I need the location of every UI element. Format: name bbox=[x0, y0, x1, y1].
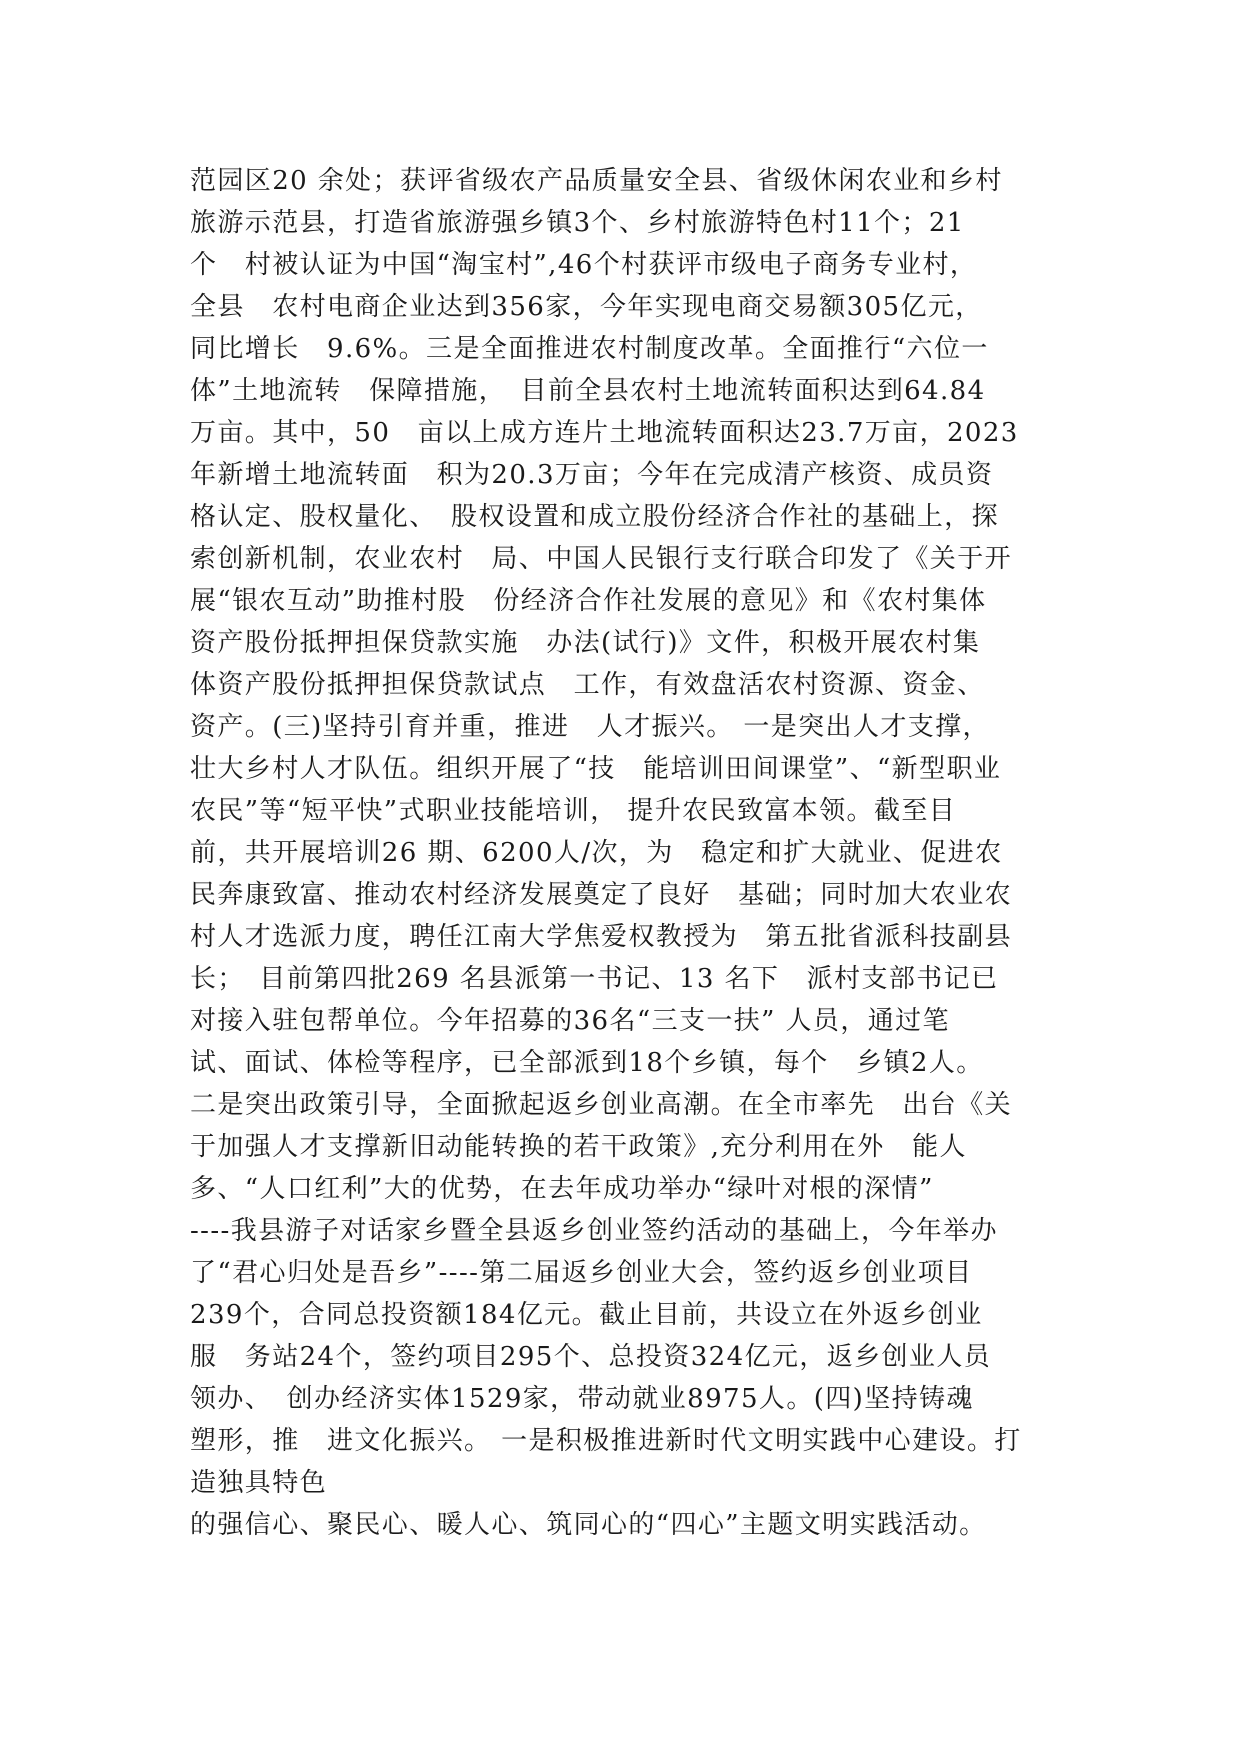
text-line: 村人才选派力度，聘任江南大学焦爱权教授为 第五批省派科技副县 bbox=[190, 922, 1013, 952]
text-line: 范园区20 余处；获评省级农产品质量安全县、省级休闲农业和乡村 bbox=[190, 166, 1003, 196]
text-line: 个 村被认证为中国“淘宝村”,46个村获评市级电子商务专业村， bbox=[190, 250, 978, 280]
text-line: 服 务站24个，签约项目295个、总投资324亿元，返乡创业人员 bbox=[190, 1342, 992, 1372]
text-line: 造独具特色 bbox=[190, 1468, 328, 1498]
text-line: 对接入驻包帮单位。今年招募的36名“三支一扶” 人员，通过笔 bbox=[190, 1006, 950, 1036]
text-line: 试、面试、体检等程序，已全部派到18个乡镇，每个 乡镇2人。 bbox=[190, 1048, 984, 1078]
text-line: 农民”等“短平快”式职业技能培训， 提升农民致富本领。截至目 bbox=[190, 796, 957, 826]
text-line: 格认定、股权量化、 股权设置和成立股份经济合作社的基础上，探 bbox=[190, 502, 1000, 532]
text-line: 二是突出政策引导，全面掀起返乡创业高潮。在全市率先 出台《关 bbox=[190, 1090, 1013, 1120]
text-line: ----我县游子对话家乡暨全县返乡创业签约活动的基础上，今年举办 bbox=[190, 1216, 998, 1246]
text-line: 资产。(三)坚持引育并重，推进 人才振兴。 一是突出人才支撑， bbox=[190, 712, 990, 742]
text-line: 万亩。其中，50 亩以上成方连片土地流转面积达23.7万亩，2023 bbox=[190, 418, 1019, 448]
text-line: 前，共开展培训26 期、6200人/次，为 稳定和扩大就业、促进农 bbox=[190, 838, 1003, 868]
text-line: 民奔康致富、推动农村经济发展奠定了良好 基础；同时加大农业农 bbox=[190, 880, 1013, 910]
body-paragraph bbox=[190, 160, 1070, 1546]
text-line: 多、“人口红利”大的优势，在去年成功举办“绿叶对根的深情” bbox=[190, 1174, 934, 1204]
text-line: 旅游示范县，打造省旅游强乡镇3个、乡村旅游特色村11个；21 bbox=[190, 208, 965, 238]
text-line: 年新增土地流转面 积为20.3万亩；今年在完成清产核资、成员资 bbox=[190, 460, 994, 490]
text-line: 领办、 创办经济实体1529家，带动就业8975人。(四)坚持铸魂 bbox=[190, 1384, 974, 1414]
text-line: 239个，合同总投资额184亿元。截止目前，共设立在外返乡创业 bbox=[190, 1300, 983, 1330]
text-line: 的强信心、聚民心、暖人心、筑同心的“四心”主题文明实践活动。 bbox=[190, 1510, 987, 1540]
text-line: 了“君心归处是吾乡”----第二届返乡创业大会，签约返乡创业项目 bbox=[190, 1258, 973, 1288]
text-line: 索创新机制，农业农村 局、中国人民银行支行联合印发了《关于开 bbox=[190, 544, 1013, 574]
text-line: 展“银农互动”助推村股 份经济合作社发展的意见》和《农村集体 bbox=[190, 586, 987, 616]
text-line: 壮大乡村人才队伍。组织开展了“技 能培训田间课堂”、“新型职业 bbox=[190, 754, 1002, 784]
text-line: 全县 农村电商企业达到356家，今年实现电商交易额305亿元， bbox=[190, 292, 983, 322]
text-line: 塑形，推 进文化振兴。 一是积极推进新时代文明实践中心建设。打 bbox=[190, 1426, 1022, 1456]
text-line: 体资产股份抵押担保贷款试点 工作，有效盘活农村资源、资金、 bbox=[190, 670, 985, 700]
text-line: 于加强人才支撑新旧动能转换的若干政策》,充分利用在外 能人 bbox=[190, 1132, 967, 1162]
text-line: 长； 目前第四批269 名县派第一书记、13 名下 派村支部书记已 bbox=[190, 964, 999, 994]
text-line: 体”土地流转 保障措施， 目前全县农村土地流转面积达到64.84 bbox=[190, 376, 986, 406]
text-line: 同比增长 9.6%。三是全面推进农村制度改革。全面推行“六位一 bbox=[190, 334, 989, 364]
text-line: 资产股份抵押担保贷款实施 办法(试行)》文件，积极开展农村集 bbox=[190, 628, 981, 658]
